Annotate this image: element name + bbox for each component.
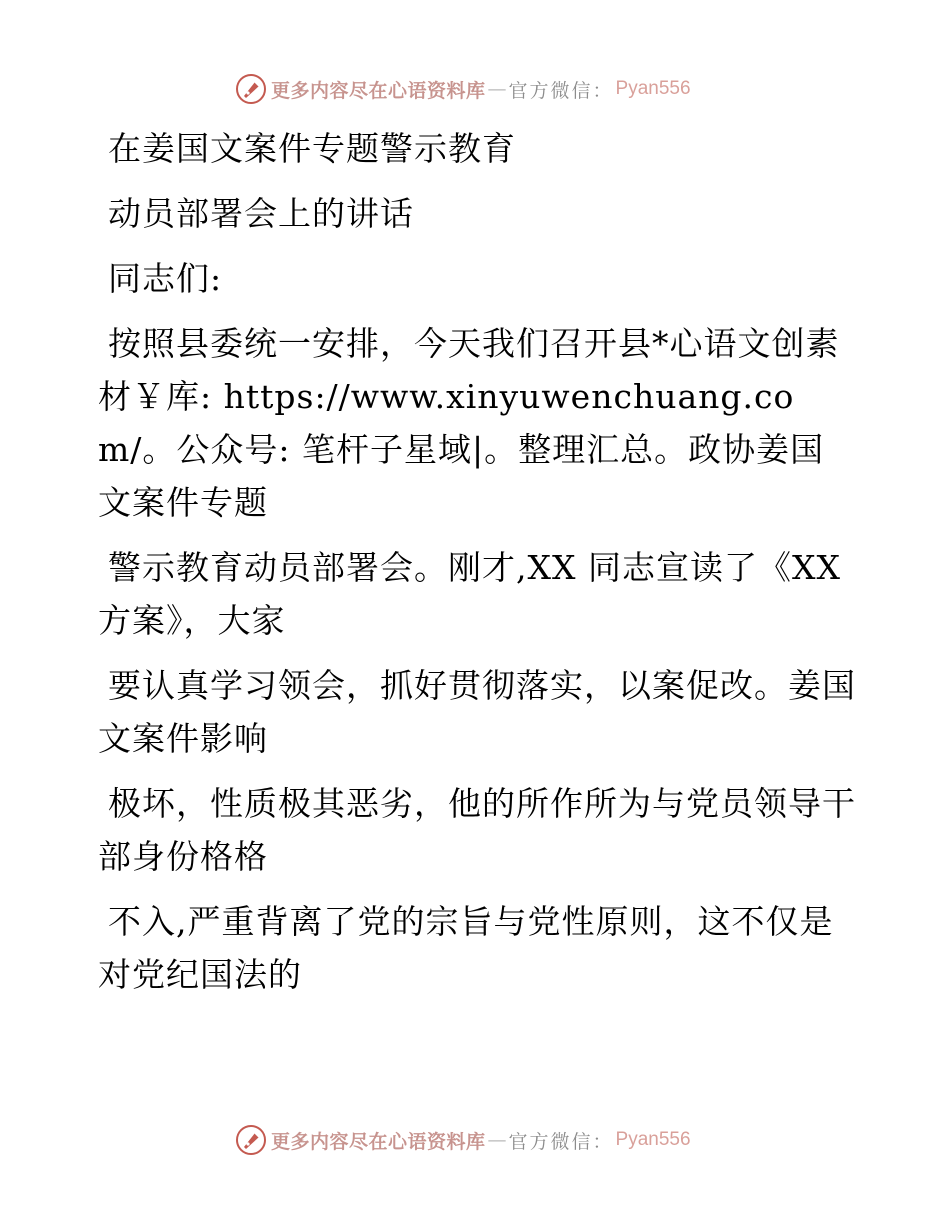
doc-paragraph: 不入,严重背离了党的宗旨与党性原则，这不仅是对党纪国法的 (98, 902, 834, 994)
doc-paragraph: 要认真学习领会，抓好贯彻落实，以案促改。姜国文案件影响 (98, 666, 856, 758)
banner-separator: — (487, 1129, 507, 1151)
banner-main-text: 更多内容尽在心语资料库 (271, 1130, 486, 1153)
doc-paragraph: 极坏，性质极其恶劣，他的所作所为与党员领导干部身份格格 (98, 784, 856, 876)
banner-sub-text: 官方微信： (508, 1130, 614, 1153)
document-body (98, 122, 858, 1013)
banner-separator: — (487, 78, 507, 100)
doc-title-line-1: 在姜国文案件专题警示教育 (108, 129, 516, 168)
footer-watermark-banner (235, 1123, 691, 1157)
doc-paragraph: 按照县委统一安排，今天我们召开县*心语文创素材￥库: https://www.xinyuwenchuang.com/。公众号: 笔杆子星域|。整理汇总。政协姜国文案件专题 (98, 324, 840, 522)
doc-salutation: 同志们: (108, 259, 223, 298)
banner-code: Pyan556 (615, 1129, 691, 1150)
banner-code: Pyan556 (615, 78, 691, 99)
doc-title-line-2: 动员部署会上的讲话 (108, 194, 414, 233)
banner-sub-text: 官方微信： (508, 79, 614, 102)
banner-main-text: 更多内容尽在心语资料库 (271, 79, 486, 102)
header-watermark-banner (235, 72, 691, 106)
doc-paragraph: 警示教育动员部署会。刚才,XX 同志宣读了《XX方案》，大家 (98, 548, 841, 640)
pen-nib-logo-icon (235, 1124, 267, 1156)
pen-nib-logo-icon (235, 73, 267, 105)
